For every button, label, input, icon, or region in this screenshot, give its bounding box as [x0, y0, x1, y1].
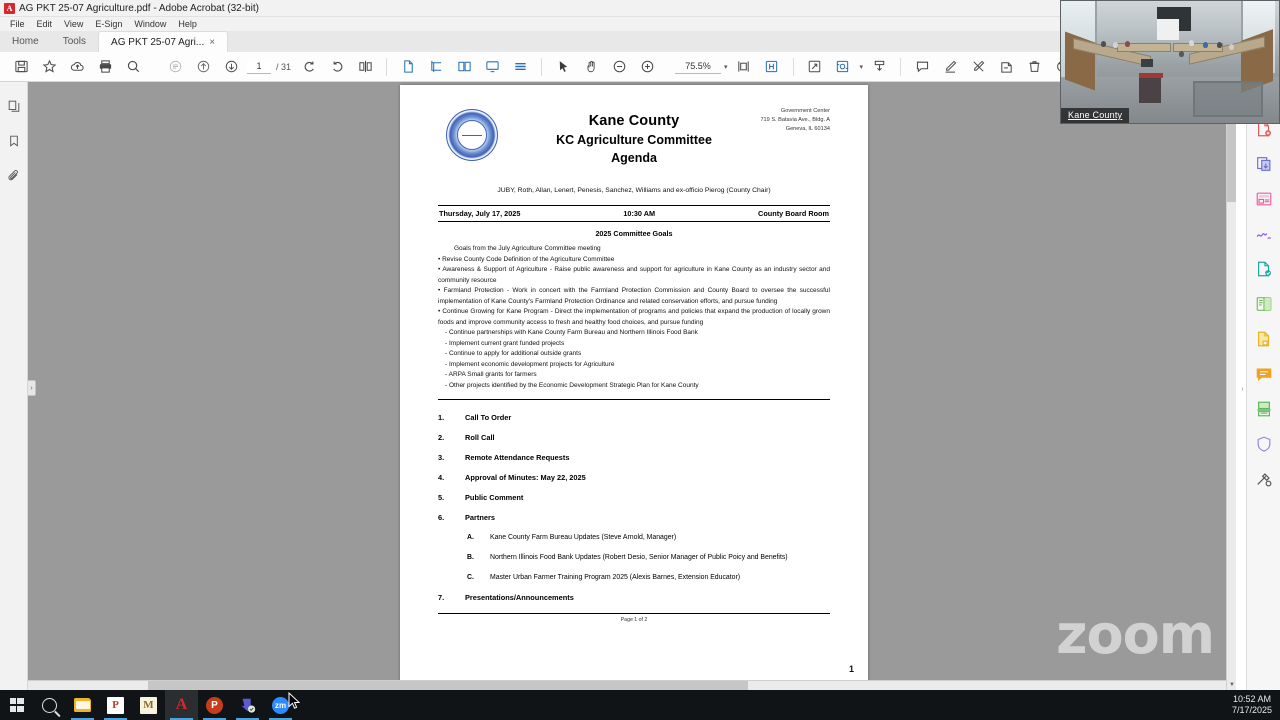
- new-page-icon[interactable]: [394, 53, 422, 81]
- agenda-item: [438, 453, 830, 462]
- tab-tools[interactable]: [51, 31, 98, 52]
- committee-name: KC Agriculture Committee: [556, 133, 712, 147]
- organize-pages-icon[interactable]: [1253, 188, 1275, 210]
- left-pane-expand-handle[interactable]: ›: [28, 380, 36, 396]
- tab-tools-label: Tools: [62, 36, 87, 47]
- page-number-input[interactable]: 1: [247, 59, 271, 74]
- goal-bullet: • Awareness & Support of Agriculture - Raise public awareness and support for agriculture in Kane County as an industry sector and community resource: [438, 266, 830, 284]
- divider-goals: [438, 399, 830, 400]
- pdf-page: [400, 85, 868, 690]
- video-participant-label: Kane County: [1061, 108, 1129, 123]
- goal-subitem: - Continue partnerships with Kane County Farm Bureau and Northern Illinois Food Bank: [445, 329, 698, 337]
- download-icon: [239, 696, 257, 714]
- compare-files-icon[interactable]: [1253, 293, 1275, 315]
- agenda-subitem-text: Northern Illinois Food Bank Updates (Robert Desio, Senior Manager of Public Poicy and Benefits): [490, 554, 788, 562]
- agenda-subitem-text: Kane County Farm Bureau Updates (Steve Arnold, Manager): [490, 534, 677, 542]
- search-icon[interactable]: [119, 53, 147, 81]
- agenda-item-number: 6.: [438, 513, 445, 523]
- mouse-cursor: [288, 692, 302, 712]
- bookmarks-icon[interactable]: [4, 131, 24, 151]
- attendees-line: JUBY, Roth, Allan, Lenert, Penesis, Sanchez, Williams and ex-officio Pierog (County Chair): [497, 187, 771, 194]
- windows-logo-icon: [10, 698, 24, 712]
- zoom-level-input[interactable]: 75.5%: [675, 59, 721, 74]
- print-icon[interactable]: [91, 53, 119, 81]
- goals-lead: Goals from the July Agriculture Committee meeting: [454, 245, 601, 252]
- upload-to-cloud-icon[interactable]: [63, 53, 91, 81]
- navigation-rail: [0, 82, 28, 690]
- page-total-label: / 31: [276, 61, 292, 72]
- agenda-subitem: [438, 553, 830, 563]
- page-fit-icon[interactable]: [758, 53, 786, 81]
- address-line-2: 719 S. Batavia Ave., Bldg. A: [760, 117, 830, 124]
- horizontal-scrollbar[interactable]: [28, 680, 1226, 690]
- next-page-icon[interactable]: [217, 53, 245, 81]
- edit-pdf-icon[interactable]: [1253, 223, 1275, 245]
- address-block: [760, 107, 830, 135]
- close-icon[interactable]: ×: [209, 36, 216, 48]
- comment-icon[interactable]: [1253, 363, 1275, 385]
- menu-esign[interactable]: E-Sign: [95, 19, 123, 29]
- agenda-item-text: Remote Attendance Requests: [465, 453, 570, 463]
- zoom-icon: zm: [272, 697, 289, 714]
- address-line-1: Government Center: [780, 108, 830, 114]
- divider-meta: [438, 221, 830, 222]
- folder-icon: [74, 698, 91, 712]
- save-icon[interactable]: [7, 53, 35, 81]
- goal-subitem: - Implement economic development projects for Agriculture: [445, 360, 615, 368]
- window-title: AG PKT 25-07 Agriculture.pdf - Adobe Acrobat (32-bit): [19, 2, 259, 14]
- goal-bullet: • Farmland Protection - Work in concert with the Farmland Protection Commission and County Board to oversee the successful implementation of Kane County’s Farmland Protection Ordinance and related conservation efforts, and pursue funding: [438, 287, 830, 305]
- presentation-mode-icon[interactable]: [478, 53, 506, 81]
- fit-width-icon[interactable]: [730, 53, 758, 81]
- attachments-icon[interactable]: [4, 166, 24, 186]
- goal-bullet: • Revise County Code Definition of the Agriculture Committee: [438, 255, 615, 263]
- chevron-down-icon[interactable]: ▾: [724, 63, 728, 71]
- menu-view[interactable]: View: [64, 19, 84, 29]
- search-button[interactable]: [33, 690, 66, 720]
- tools-rail: [1246, 82, 1280, 690]
- draw-freehand-icon[interactable]: [964, 53, 992, 81]
- system-clock[interactable]: [1232, 694, 1280, 717]
- clock-time: 10:52 AM: [1232, 693, 1271, 704]
- goal-subitem: - Continue to apply for additional outside grants: [445, 350, 582, 358]
- powerpoint-icon: P: [206, 697, 223, 714]
- agenda-item: [438, 493, 830, 502]
- add-to-favorites-icon[interactable]: [35, 53, 63, 81]
- agenda-subitem-letter: B.: [467, 554, 474, 562]
- clock-date: 7/17/2025: [1231, 705, 1272, 715]
- agenda-item-number: 7.: [438, 593, 445, 603]
- zoom-out-icon[interactable]: [605, 53, 633, 81]
- file-explorer-button[interactable]: [66, 690, 99, 720]
- agenda-item-text: Roll Call: [465, 433, 495, 443]
- document-viewport[interactable]: [28, 82, 1236, 690]
- rotate-counterclockwise-icon[interactable]: [295, 53, 323, 81]
- agenda-item: [438, 413, 830, 422]
- page-thumbnails-icon[interactable]: [4, 96, 24, 116]
- agenda-item-number: 4.: [438, 473, 445, 483]
- protect-icon[interactable]: [1253, 433, 1275, 455]
- goal-bullet: • Continue Growing for Kane Program - Direct the implementation of programs and policies that expand the production of locally grown foods and improve community access to fresh and healthy food choices, and pursue funding: [438, 308, 830, 326]
- agenda-item-number: 2.: [438, 433, 445, 443]
- meeting-meta-row: [438, 206, 830, 221]
- agenda-subitem-letter: C.: [467, 574, 474, 582]
- menu-help[interactable]: Help: [178, 19, 197, 29]
- mail-button[interactable]: [132, 690, 165, 720]
- address-line-3: Geneva, IL 60134: [785, 126, 830, 133]
- org-name: Kane County: [588, 113, 680, 129]
- goals-title: 2025 Committee Goals: [595, 229, 673, 238]
- delete-icon[interactable]: [1020, 53, 1048, 81]
- fit-page-icon[interactable]: [161, 53, 189, 81]
- goal-subitem: - Other projects identified by the Economic Development Strategic Plan for Kane County: [445, 381, 699, 389]
- acrobat-button[interactable]: [165, 690, 198, 720]
- goal-subitem: - ARPA Small grants for farmers: [445, 371, 537, 379]
- agenda-item: [438, 433, 830, 442]
- expand-view-icon[interactable]: [801, 53, 829, 81]
- windows-taskbar: [0, 690, 1280, 720]
- vertical-scrollbar[interactable]: [1226, 82, 1236, 690]
- menu-file[interactable]: File: [10, 19, 25, 29]
- agenda-subitem-letter: A.: [467, 534, 474, 542]
- mail-icon: M: [140, 697, 157, 714]
- scan-and-ocr-icon[interactable]: [1253, 398, 1275, 420]
- add-comment-icon[interactable]: [908, 53, 936, 81]
- start-button[interactable]: [0, 690, 33, 720]
- agenda-item-text: Partners: [465, 513, 495, 523]
- acrobat-icon: A: [175, 696, 188, 713]
- zoom-video-feed[interactable]: [1060, 0, 1280, 124]
- export-pdf-icon[interactable]: [1253, 258, 1275, 280]
- goal-subitem: - Implement current grant funded projects: [445, 339, 565, 347]
- powerpoint-icon: P: [107, 697, 124, 714]
- divider-footer: [438, 613, 830, 614]
- agenda-item-text: Public Comment: [465, 493, 524, 503]
- agenda-list: [438, 413, 830, 602]
- rotate-clockwise-icon[interactable]: [323, 53, 351, 81]
- select-tool-icon[interactable]: [549, 53, 577, 81]
- add-stamp-icon[interactable]: [992, 53, 1020, 81]
- tab-document-label: AG PKT 25-07 Agri...: [111, 36, 205, 48]
- scrolling-mode-icon[interactable]: [506, 53, 534, 81]
- powerpoint-open-button[interactable]: [198, 690, 231, 720]
- zoom-in-icon[interactable]: [633, 53, 661, 81]
- agenda-item-number: 1.: [438, 413, 445, 423]
- agenda-item-text: Presentations/Announcements: [465, 593, 574, 603]
- agenda-subitem: [438, 573, 830, 583]
- search-icon: [42, 698, 57, 713]
- highlight-icon[interactable]: [936, 53, 964, 81]
- agenda-item: [438, 593, 830, 602]
- agenda-item-number: 5.: [438, 493, 445, 503]
- document-header: [438, 107, 830, 179]
- page-corner-number: 1: [848, 664, 854, 674]
- download-icon[interactable]: [865, 53, 893, 81]
- combine-files-icon[interactable]: [1253, 153, 1275, 175]
- download-manager-button[interactable]: [231, 690, 264, 720]
- tab-document[interactable]: [98, 31, 228, 52]
- agenda-item: [438, 513, 830, 522]
- two-page-view-icon[interactable]: [450, 53, 478, 81]
- meeting-date: Thursday, July 17, 2025: [439, 209, 521, 218]
- tab-home[interactable]: [0, 31, 51, 52]
- agenda-item-text: Call To Order: [465, 413, 512, 423]
- split-view-icon[interactable]: [351, 53, 379, 81]
- more-tools-icon[interactable]: [1253, 468, 1275, 490]
- agenda-item: [438, 473, 830, 482]
- kane-county-seal-icon: [446, 109, 498, 161]
- meeting-time: 10:30 AM: [623, 209, 656, 218]
- menu-window[interactable]: Window: [134, 19, 167, 29]
- goals-body: [438, 244, 830, 391]
- zoom-watermark: zoom: [1056, 603, 1214, 666]
- snapshot-icon[interactable]: [829, 53, 857, 81]
- horizontal-scrollbar-thumb[interactable]: [148, 681, 748, 690]
- agenda-item-number: 3.: [438, 453, 445, 463]
- document-type: Agenda: [611, 151, 657, 165]
- page-footer: Page 1 of 2: [620, 617, 648, 624]
- fill-and-sign-icon[interactable]: [1253, 328, 1275, 350]
- crop-pages-icon[interactable]: [422, 53, 450, 81]
- menu-edit[interactable]: Edit: [36, 19, 53, 29]
- agenda-item-text: Approval of Minutes: May 22, 2025: [465, 473, 586, 483]
- snapshot-chevron-down-icon[interactable]: ▾: [859, 63, 864, 71]
- agenda-subitem: [438, 533, 830, 543]
- meeting-location: County Board Room: [758, 209, 829, 218]
- agenda-subitem-text: Master Urban Farmer Training Program 2025 (Alexis Barnes, Extension Educator): [490, 574, 741, 582]
- hand-tool-icon[interactable]: [577, 53, 605, 81]
- powerpoint-button[interactable]: [99, 690, 132, 720]
- scroll-down-icon[interactable]: ▼: [1227, 680, 1236, 690]
- previous-page-icon[interactable]: [189, 53, 217, 81]
- right-pane-collapse-handle[interactable]: ›: [1241, 385, 1244, 393]
- tab-home-label: Home: [12, 36, 39, 47]
- acrobat-icon: A: [4, 3, 15, 14]
